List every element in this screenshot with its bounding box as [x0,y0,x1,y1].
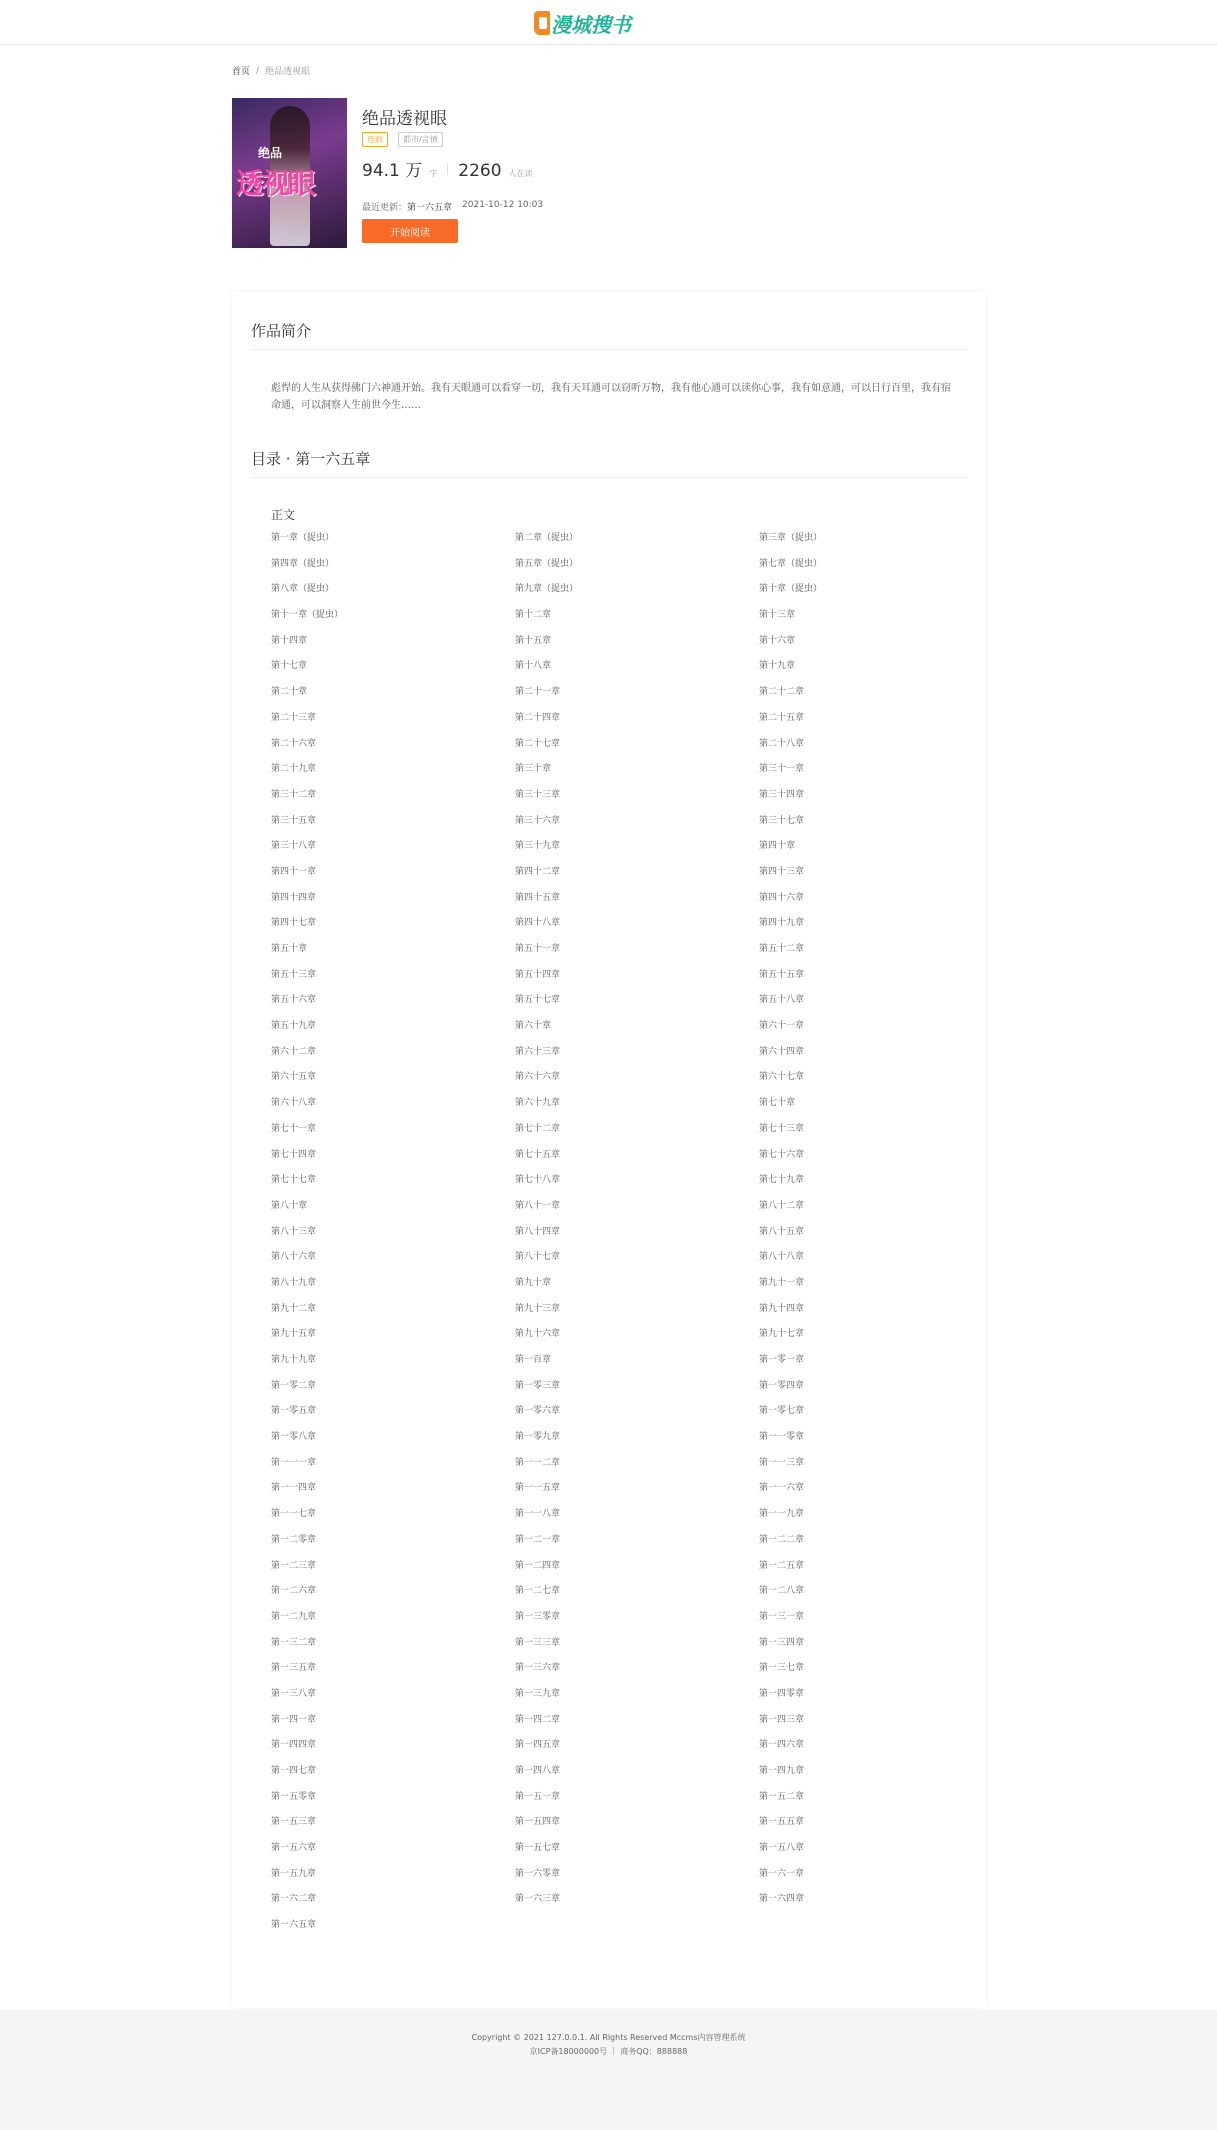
chapter-link[interactable]: 第六十七章 [759,1072,805,1083]
chapter-link[interactable]: 第一一七章 [271,1509,317,1520]
reader-unit: 人在读 [508,169,533,178]
status-tag: 连载 [362,132,388,147]
chapter-link[interactable]: 第一三三章 [515,1637,561,1648]
category-tag[interactable]: 都市/言情 [398,132,443,147]
chapter-link[interactable]: 第九十三章 [515,1303,561,1314]
chapter-link[interactable]: 第二十章 [271,687,308,698]
chapter-link[interactable]: 第一六一章 [759,1868,805,1879]
chapter-link[interactable]: 第七十四章 [271,1149,317,1160]
word-unit: 字 [429,169,438,178]
chapter-link[interactable]: 第二十九章 [271,764,317,775]
chapter-link[interactable]: 第五十二章 [759,944,805,954]
chapter-link[interactable]: 第四十四章 [271,892,317,903]
cover-title-text: 透视眼 [236,167,315,200]
breadcrumb-separator: / [256,65,260,76]
chapter-link[interactable]: 第一一八章 [515,1509,561,1520]
intro-divider [251,349,967,350]
chapter-link[interactable]: 第一四四章 [271,1740,317,1751]
chapter-link[interactable]: 第一三七章 [759,1663,805,1674]
book-detail-card [232,292,986,2008]
chapter-link[interactable]: 第一一零章 [759,1432,805,1443]
top-header [0,0,1217,45]
chapter-link[interactable]: 第十二章 [515,610,552,621]
chapter-link[interactable]: 第四十二章 [515,866,561,877]
breadcrumb-home-link[interactable]: 首页 [232,67,251,77]
chapter-link[interactable]: 第八十章 [271,1200,308,1211]
chapter-link[interactable]: 第八十五章 [759,1226,805,1237]
chapter-link[interactable]: 第一二二章 [759,1534,805,1545]
chapter-link[interactable]: 第九十六章 [515,1329,561,1340]
chapter-link[interactable]: 第九十五章 [271,1329,317,1340]
book-title: 绝品透视眼 [362,109,447,129]
chapter-link[interactable]: 第四十六章 [759,892,805,903]
breadcrumb-current: 绝品透视眼 [265,67,311,77]
chapter-link[interactable]: 第一零二章 [271,1380,317,1391]
chapter-link[interactable]: 第六十三章 [515,1046,561,1057]
chapter-link[interactable]: 第一六零章 [515,1868,561,1879]
chapter-link[interactable]: 第一五四章 [515,1817,561,1828]
chapter-link[interactable]: 第一五二章 [759,1791,805,1802]
chapter-link[interactable]: 第一二六章 [271,1586,317,1597]
chapter-link[interactable]: 第三十三章 [515,789,561,800]
chapter-link[interactable]: 第一零三章 [515,1380,561,1391]
book-cover[interactable] [232,98,347,248]
chapter-link[interactable]: 第十三章 [759,610,796,621]
chapter-link[interactable]: 第一一九章 [759,1509,805,1520]
chapter-link[interactable]: 第三十七章 [759,815,805,826]
chapter-link[interactable]: 第九章（捉虫） [515,584,579,595]
chapter-link[interactable]: 第七十章 [759,1098,796,1109]
chapter-link[interactable]: 第五十三章 [271,969,317,980]
chapter-link[interactable]: 第一四零章 [759,1688,805,1699]
chapter-link[interactable]: 第九十章 [515,1277,552,1288]
chapter-link[interactable]: 第一五五章 [759,1817,805,1828]
chapter-link[interactable]: 第六十九章 [515,1098,561,1109]
chapter-link[interactable]: 第六十六章 [515,1072,561,1083]
chapter-link[interactable]: 第二十四章 [515,712,561,723]
chapter-link[interactable]: 第一二三章 [271,1560,317,1571]
chapter-link[interactable]: 第八十二章 [759,1200,805,1211]
chapter-link[interactable]: 第一三一章 [759,1611,805,1622]
chapter-link[interactable]: 第五十一章 [515,944,561,954]
chapter-link[interactable]: 第一三二章 [271,1637,317,1648]
chapter-link[interactable]: 第七十三章 [759,1123,805,1134]
chapter-link[interactable]: 第三十一章 [759,764,805,775]
chapter-link[interactable]: 第一三六章 [515,1663,561,1674]
start-reading-button[interactable]: 开始阅读 [362,219,458,243]
copyright-text: Copyright © 2021 127.0.0.1. All Rights Reserved Mccms内容管理系统 [471,2033,746,2042]
chapter-link[interactable]: 第五十七章 [515,995,561,1006]
catalog-title: 目录 · 第一六五章 [251,450,371,468]
chapter-link[interactable]: 第九十七章 [759,1329,805,1340]
chapter-link[interactable]: 第十一章（捉虫） [271,610,344,621]
chapter-link[interactable]: 第七十八章 [515,1175,561,1186]
chapter-link[interactable]: 第一四二章 [515,1714,561,1725]
chapter-link[interactable]: 第八十一章 [515,1200,561,1211]
chapter-link[interactable]: 第七十九章 [759,1175,805,1186]
chapter-link[interactable]: 第三章（捉虫） [759,533,823,543]
chapter-link[interactable]: 第十四章 [271,635,308,646]
chapter-link[interactable]: 第四十八章 [515,918,561,929]
chapter-link[interactable]: 第一五一章 [515,1791,561,1802]
chapter-link[interactable]: 第二十五章 [759,712,805,723]
chapter-link[interactable]: 第六十一章 [759,1021,805,1032]
latest-chapter-link[interactable]: 第一六五章 [407,203,453,213]
chapter-link[interactable]: 第一二四章 [515,1560,561,1571]
chapter-link[interactable]: 第一五零章 [271,1791,317,1802]
chapter-link[interactable]: 第四章（捉虫） [271,558,335,569]
chapter-link[interactable]: 第五十章 [271,944,308,954]
volume-label: 正文 [271,508,296,522]
chapter-link[interactable]: 第五十六章 [271,995,317,1006]
latest-time: 2021-10-12 10:03 [462,200,544,210]
chapter-link[interactable]: 第一六二章 [271,1894,317,1905]
chapter-link[interactable]: 第一五九章 [271,1868,317,1879]
chapter-link[interactable]: 第三十章 [515,764,552,775]
chapter-link[interactable]: 第三十八章 [271,841,317,852]
latest-label: 最近更新： [362,203,408,213]
logo-text: 漫城搜书 [551,12,631,37]
chapter-link[interactable]: 第二十六章 [271,738,317,749]
chapter-link[interactable]: 第四十五章 [515,892,561,903]
chapter-link[interactable]: 第一零四章 [759,1380,805,1391]
chapter-link[interactable]: 第一零一章 [759,1355,805,1365]
chapter-link[interactable]: 第四十三章 [759,866,805,877]
chapter-link[interactable]: 第一五八章 [759,1843,805,1854]
cover-top-text: 绝品 [258,146,283,160]
book-tags [362,132,443,147]
chapter-link[interactable]: 第一三九章 [515,1688,561,1699]
chapter-link[interactable]: 第一四八章 [515,1766,561,1776]
chapter-link[interactable]: 第五十九章 [271,1021,317,1032]
chapter-link[interactable]: 第一一二章 [515,1457,561,1468]
site-logo[interactable] [534,10,631,36]
chapter-link[interactable]: 第五十五章 [759,969,805,980]
chapter-link[interactable]: 第七十七章 [271,1175,317,1186]
chapter-link[interactable]: 第三十五章 [271,815,317,826]
chapter-link[interactable]: 第一一一章 [271,1457,317,1468]
latest-update [362,200,543,213]
footer [0,2010,1217,2130]
chapter-link[interactable]: 第六十五章 [271,1072,317,1083]
chapter-link[interactable]: 第二十一章 [515,687,561,698]
chapter-link[interactable]: 第三十四章 [759,789,805,800]
chapter-link[interactable]: 第四十章 [759,841,796,852]
chapter-link[interactable]: 第三十二章 [271,789,317,800]
chapter-link[interactable]: 第九十九章 [271,1355,317,1365]
chapter-link[interactable]: 第一二七章 [515,1586,561,1597]
chapter-link[interactable]: 第六十二章 [271,1046,317,1057]
chapter-link[interactable]: 第二章（捉虫） [515,533,579,543]
chapter-link[interactable]: 第一一四章 [271,1483,317,1494]
chapter-link[interactable]: 第一五六章 [271,1843,317,1854]
chapter-link[interactable]: 第七十二章 [515,1123,561,1134]
intro-text: 彪悍的人生从获得佛门六神通开始。我有天眼通可以看穿一切，我有天耳通可以窃听万物，我有他心通可以读你心事，我有如意通，可以日行百里，我有宿命通，可以洞察人生前世今生…… [271,383,951,411]
breadcrumb [232,64,310,77]
chapter-link[interactable]: 第八十六章 [271,1252,317,1263]
reader-count: 2260 [458,161,502,181]
chapter-link[interactable]: 第一三四章 [759,1637,805,1648]
chapter-link[interactable]: 第一三五章 [271,1663,317,1674]
chapter-link[interactable]: 第八十三章 [271,1226,317,1237]
chapter-link[interactable]: 第一四五章 [515,1740,561,1751]
chapter-link[interactable]: 第一四六章 [759,1740,805,1751]
chapter-link[interactable]: 第三十六章 [515,815,561,826]
chapter-link[interactable]: 第二十八章 [759,738,805,749]
chapter-link[interactable]: 第一三八章 [271,1688,317,1699]
chapter-link[interactable]: 第十六章 [759,635,796,646]
chapter-link[interactable]: 第一六五章 [271,1920,317,1931]
chapter-link[interactable]: 第五十四章 [515,969,561,980]
chapter-link[interactable]: 第六十四章 [759,1046,805,1057]
chapter-link[interactable]: 第七十五章 [515,1149,561,1160]
chapter-link[interactable]: 第一一六章 [759,1483,805,1494]
book-stats [362,156,533,181]
chapter-link[interactable]: 第一二零章 [271,1534,317,1545]
chapter-link[interactable]: 第五十八章 [759,995,805,1006]
chapter-link[interactable]: 第十章（捉虫） [759,584,823,595]
chapter-link[interactable]: 第十五章 [515,635,552,646]
chapter-link[interactable]: 第一三零章 [515,1611,561,1622]
chapter-link[interactable]: 第二十二章 [759,687,805,698]
chapter-link[interactable]: 第一章（捉虫） [271,533,335,543]
chapter-link[interactable]: 第八十九章 [271,1277,317,1288]
chapter-link[interactable]: 第一二八章 [759,1586,805,1597]
chapter-list [271,532,971,1945]
chapter-link[interactable]: 第二十三章 [271,712,317,723]
chapter-link[interactable]: 第八章（捉虫） [271,584,335,595]
chapter-link[interactable]: 第一五七章 [515,1843,561,1854]
chapter-link[interactable]: 第二十七章 [515,738,561,749]
chapter-link[interactable]: 第六十八章 [271,1098,317,1109]
chapter-link[interactable]: 第九十一章 [759,1277,805,1288]
chapter-link[interactable]: 第九十四章 [759,1303,805,1314]
chapter-link[interactable]: 第一六四章 [759,1894,805,1905]
word-count: 94.1 万 [362,161,423,181]
chapter-link[interactable]: 第一五三章 [271,1817,317,1828]
chapter-link[interactable]: 第十八章 [515,661,552,672]
chapter-link[interactable]: 第一四七章 [271,1766,317,1776]
chapter-link[interactable]: 第七十六章 [759,1149,805,1160]
chapter-link[interactable]: 第七十一章 [271,1123,317,1134]
chapter-link[interactable]: 第四十九章 [759,918,805,929]
logo-icon [534,11,550,35]
chapter-link[interactable]: 第十九章 [759,661,796,672]
icp-text: 京ICP备18000000号 ｜ 商务QQ：888888 [529,2047,688,2056]
catalog-divider [251,477,967,478]
chapter-link[interactable]: 第一零九章 [515,1432,561,1443]
chapter-link[interactable]: 第八十七章 [515,1252,561,1263]
chapter-link[interactable]: 第一一三章 [759,1457,805,1468]
chapter-link[interactable]: 第六十章 [515,1021,552,1032]
chapter-link[interactable]: 第一二一章 [515,1534,561,1545]
chapter-link[interactable]: 第五章（捉虫） [515,558,579,569]
chapter-link[interactable]: 第一六三章 [515,1894,561,1905]
chapter-link[interactable]: 第一零五章 [271,1406,317,1417]
chapter-link[interactable]: 第一二九章 [271,1611,317,1622]
chapter-link[interactable]: 第四十七章 [271,918,317,929]
chapter-link[interactable]: 第三十九章 [515,841,561,852]
chapter-link[interactable]: 第八十四章 [515,1226,561,1237]
stats-divider [447,163,448,175]
chapter-link[interactable]: 第八十八章 [759,1252,805,1263]
chapter-link[interactable]: 第一零六章 [515,1406,561,1417]
chapter-link[interactable]: 第十七章 [271,661,308,672]
chapter-link[interactable]: 第一四九章 [759,1766,805,1776]
chapter-link[interactable]: 第七章（捉虫） [759,558,823,569]
chapter-link[interactable]: 第一二五章 [759,1560,805,1571]
chapter-link[interactable]: 第一百章 [515,1355,552,1365]
chapter-link[interactable]: 第一四三章 [759,1714,805,1725]
intro-title: 作品简介 [251,322,312,340]
chapter-link[interactable]: 第一零八章 [271,1432,317,1443]
chapter-link[interactable]: 第一零七章 [759,1406,805,1417]
chapter-link[interactable]: 第一一五章 [515,1483,561,1494]
chapter-link[interactable]: 第四十一章 [271,866,317,877]
chapter-link[interactable]: 第九十二章 [271,1303,317,1314]
chapter-link[interactable]: 第一四一章 [271,1714,317,1725]
